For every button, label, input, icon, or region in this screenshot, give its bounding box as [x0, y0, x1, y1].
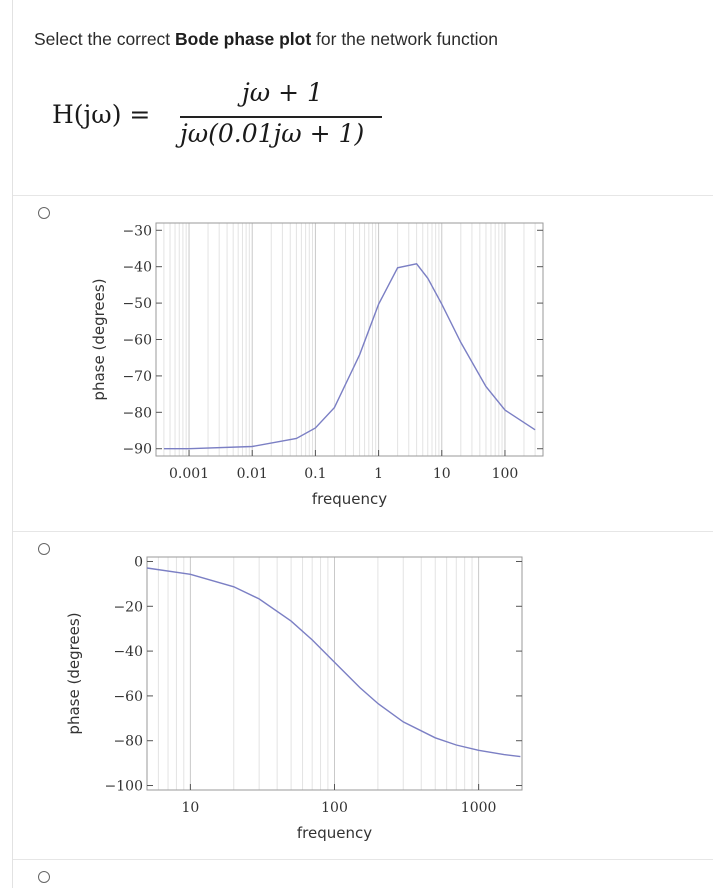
x-tick-label: 10: [432, 466, 451, 482]
x-tick-label: 10: [181, 800, 200, 816]
option-3-radio[interactable]: [38, 871, 50, 883]
y-tick-label: −100: [104, 778, 143, 795]
fraction-bar: [180, 116, 382, 118]
question-prompt: [34, 29, 498, 50]
equation-denominator: jω(0.01jω + 1): [180, 119, 365, 148]
y-tick-label: −70: [122, 368, 152, 385]
option-1-radio[interactable]: [38, 207, 50, 219]
option-1-chart: [85, 210, 555, 520]
y-axis-title: phase (degrees): [65, 612, 83, 735]
y-tick-label: 0: [134, 554, 143, 571]
prompt-text-end: for the network function: [311, 29, 498, 49]
equation-lhs: H(jω) =: [52, 100, 151, 129]
y-axis-title: phase (degrees): [90, 278, 108, 401]
y-tick-label: −60: [113, 688, 143, 705]
bode-phase-plot: [60, 550, 540, 855]
option-separator: [13, 195, 713, 196]
y-tick-label: −30: [122, 223, 152, 240]
x-tick-label: 1: [374, 466, 384, 482]
y-tick-label: −80: [122, 405, 152, 422]
y-tick-label: −40: [122, 259, 152, 276]
network-function-equation: [52, 78, 392, 158]
y-tick-label: −90: [122, 441, 152, 458]
y-tick-label: −60: [122, 332, 152, 349]
x-axis-title: frequency: [296, 824, 373, 842]
x-tick-label: 0.001: [168, 466, 210, 482]
prompt-text: Select the correct: [34, 29, 176, 49]
option-2-radio[interactable]: [38, 543, 50, 555]
prompt-bold-text: Bode phase plot: [175, 29, 312, 49]
equation-numerator: jω + 1: [242, 78, 323, 107]
y-tick-label: −50: [122, 296, 152, 313]
x-tick-label: 100: [321, 800, 348, 816]
x-tick-label: 0.01: [236, 466, 268, 482]
option-separator: [13, 859, 713, 860]
bode-phase-plot: [85, 210, 555, 520]
y-tick-label: −40: [113, 644, 143, 661]
y-tick-label: −20: [113, 599, 143, 616]
x-tick-label: 0.1: [304, 466, 327, 482]
x-axis-title: frequency: [311, 490, 388, 508]
y-tick-label: −80: [113, 733, 143, 750]
x-tick-label: 100: [491, 466, 519, 482]
option-2-chart: [60, 550, 540, 855]
x-tick-label: 1000: [460, 800, 497, 816]
page-left-border: [12, 0, 13, 888]
option-separator: [13, 531, 713, 532]
plot-frame: [156, 223, 543, 456]
